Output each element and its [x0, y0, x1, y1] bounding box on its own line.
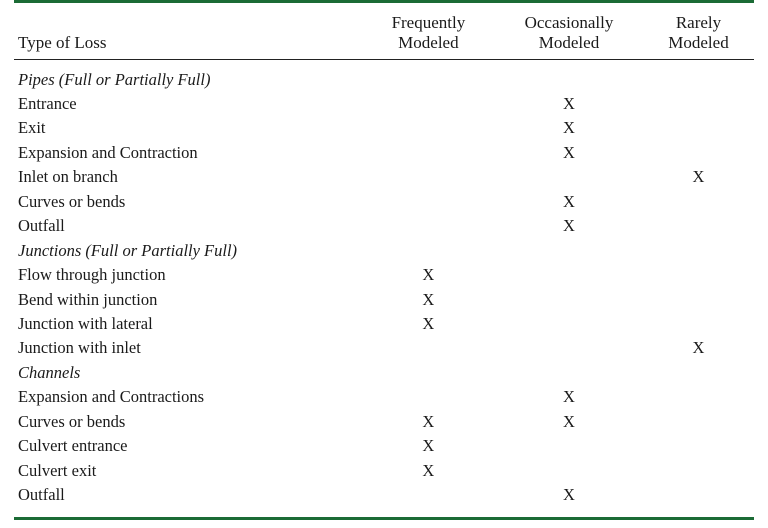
cell-frequently: X: [422, 265, 435, 285]
loss-table: [14, 0, 754, 520]
cell-occasionally: [495, 287, 643, 311]
cell-frequently: X: [422, 436, 435, 456]
cell-occasionally: X: [563, 142, 575, 162]
table-header: [14, 2, 754, 60]
cell-rarely: [643, 311, 754, 335]
row-label: Exit: [18, 118, 46, 138]
column-header-occasionally-line2: Modeled: [538, 33, 600, 53]
cell-occasionally: [495, 458, 643, 482]
rule-cell: [643, 2, 754, 14]
cell-frequently: [362, 214, 495, 238]
rule-cell: [495, 507, 643, 519]
table-footer: [14, 507, 754, 519]
spacer-cell: [495, 60, 643, 68]
cell-occasionally: [495, 67, 643, 91]
row-label: Expansion and Contraction: [18, 142, 198, 162]
row-label: Outfall: [18, 485, 65, 505]
row-label: Culvert entrance: [18, 436, 128, 456]
row-label: Flow through junction: [18, 265, 166, 285]
row-label: Junction with lateral: [18, 313, 153, 333]
table-group-row: [14, 238, 754, 262]
cell-occasionally: X: [563, 411, 575, 431]
cell-rarely: [643, 140, 754, 164]
row-label: Curves or bends: [18, 191, 126, 211]
cell-frequently: [362, 140, 495, 164]
spacer-cell: [643, 60, 754, 68]
cell-rarely: [643, 238, 754, 262]
cell-occasionally: X: [563, 191, 575, 211]
table-row: [14, 189, 754, 213]
cell-rarely: [643, 434, 754, 458]
cell-rarely: [643, 67, 754, 91]
table-body: [14, 60, 754, 507]
cell-rarely: [643, 287, 754, 311]
cell-occasionally: [495, 360, 643, 384]
spacer-cell: [14, 60, 362, 68]
column-header-occasionally-modeled: [495, 13, 643, 60]
cell-occasionally: X: [563, 387, 575, 407]
table-row: [14, 311, 754, 335]
cell-rarely: [643, 189, 754, 213]
row-label: Junction with inlet: [18, 338, 141, 358]
cell-occasionally: X: [563, 118, 575, 138]
cell-rarely: [643, 214, 754, 238]
table-row: [14, 165, 754, 189]
cell-rarely: [643, 360, 754, 384]
column-header-type-of-loss-label: Type of Loss: [18, 33, 107, 53]
cell-occasionally: [495, 336, 643, 360]
cell-occasionally: X: [563, 94, 575, 114]
cell-frequently: [362, 165, 495, 189]
cell-rarely: [643, 385, 754, 409]
group-label: Pipes (Full or Partially Full): [18, 69, 211, 89]
cell-frequently: [362, 483, 495, 507]
body-top-spacer: [14, 60, 754, 68]
footer-bottom-rule: [14, 507, 754, 519]
table-group-row: [14, 67, 754, 91]
table-row: [14, 483, 754, 507]
table-row: [14, 116, 754, 140]
column-header-rarely-line1: Rarely: [675, 13, 722, 32]
table-row: [14, 336, 754, 360]
table-row: [14, 287, 754, 311]
row-label: Bend within junction: [18, 289, 158, 309]
rule-cell: [643, 507, 754, 519]
cell-occasionally: [495, 165, 643, 189]
column-header-rarely-modeled: [643, 13, 754, 60]
row-label: Entrance: [18, 94, 77, 114]
column-header-frequently-modeled: [362, 13, 495, 60]
column-header-type-of-loss: [14, 13, 362, 60]
cell-frequently: [362, 67, 495, 91]
group-label: Channels: [18, 362, 81, 382]
rule-cell: [362, 507, 495, 519]
row-label: Inlet on branch: [18, 167, 118, 187]
column-header-frequently-line2: Modeled: [398, 33, 459, 53]
spacer-cell: [362, 60, 495, 68]
row-label: Curves or bends: [18, 411, 126, 431]
cell-frequently: X: [422, 289, 435, 309]
cell-rarely: X: [692, 167, 705, 187]
header-top-rule: [14, 2, 754, 14]
cell-rarely: [643, 116, 754, 140]
cell-occasionally: X: [563, 216, 575, 236]
table-row: [14, 385, 754, 409]
cell-rarely: [643, 458, 754, 482]
row-label: Outfall: [18, 216, 65, 236]
rule-cell: [14, 507, 362, 519]
column-header-rarely-line2: Modeled: [668, 33, 729, 53]
cell-frequently: [362, 116, 495, 140]
cell-frequently: X: [422, 411, 435, 431]
column-header-occasionally-line1: Occasionally: [524, 13, 614, 32]
cell-frequently: [362, 92, 495, 116]
row-label: Expansion and Contractions: [18, 387, 205, 407]
header-row: [14, 13, 754, 60]
rule-cell: [362, 2, 495, 14]
table-row: [14, 409, 754, 433]
cell-frequently: [362, 238, 495, 262]
cell-frequently: [362, 189, 495, 213]
cell-rarely: [643, 409, 754, 433]
table-row: [14, 214, 754, 238]
cell-occasionally: [495, 434, 643, 458]
cell-frequently: X: [422, 460, 435, 480]
rule-cell: [495, 2, 643, 14]
cell-frequently: X: [422, 313, 435, 333]
cell-frequently: [362, 360, 495, 384]
cell-frequently: [362, 336, 495, 360]
table-row: [14, 434, 754, 458]
column-header-frequently-line1: Frequently: [391, 13, 466, 32]
group-label: Junctions (Full or Partially Full): [18, 240, 238, 260]
table-row: [14, 140, 754, 164]
table-group-row: [14, 360, 754, 384]
cell-occasionally: [495, 311, 643, 335]
cell-occasionally: [495, 263, 643, 287]
cell-rarely: X: [692, 338, 705, 358]
table-row: [14, 458, 754, 482]
cell-occasionally: [495, 238, 643, 262]
cell-occasionally: X: [563, 485, 575, 505]
row-label: Culvert exit: [18, 460, 97, 480]
table-row: [14, 263, 754, 287]
cell-rarely: [643, 263, 754, 287]
table-row: [14, 92, 754, 116]
cell-frequently: [362, 385, 495, 409]
cell-rarely: [643, 483, 754, 507]
rule-cell: [14, 2, 362, 14]
cell-rarely: [643, 92, 754, 116]
